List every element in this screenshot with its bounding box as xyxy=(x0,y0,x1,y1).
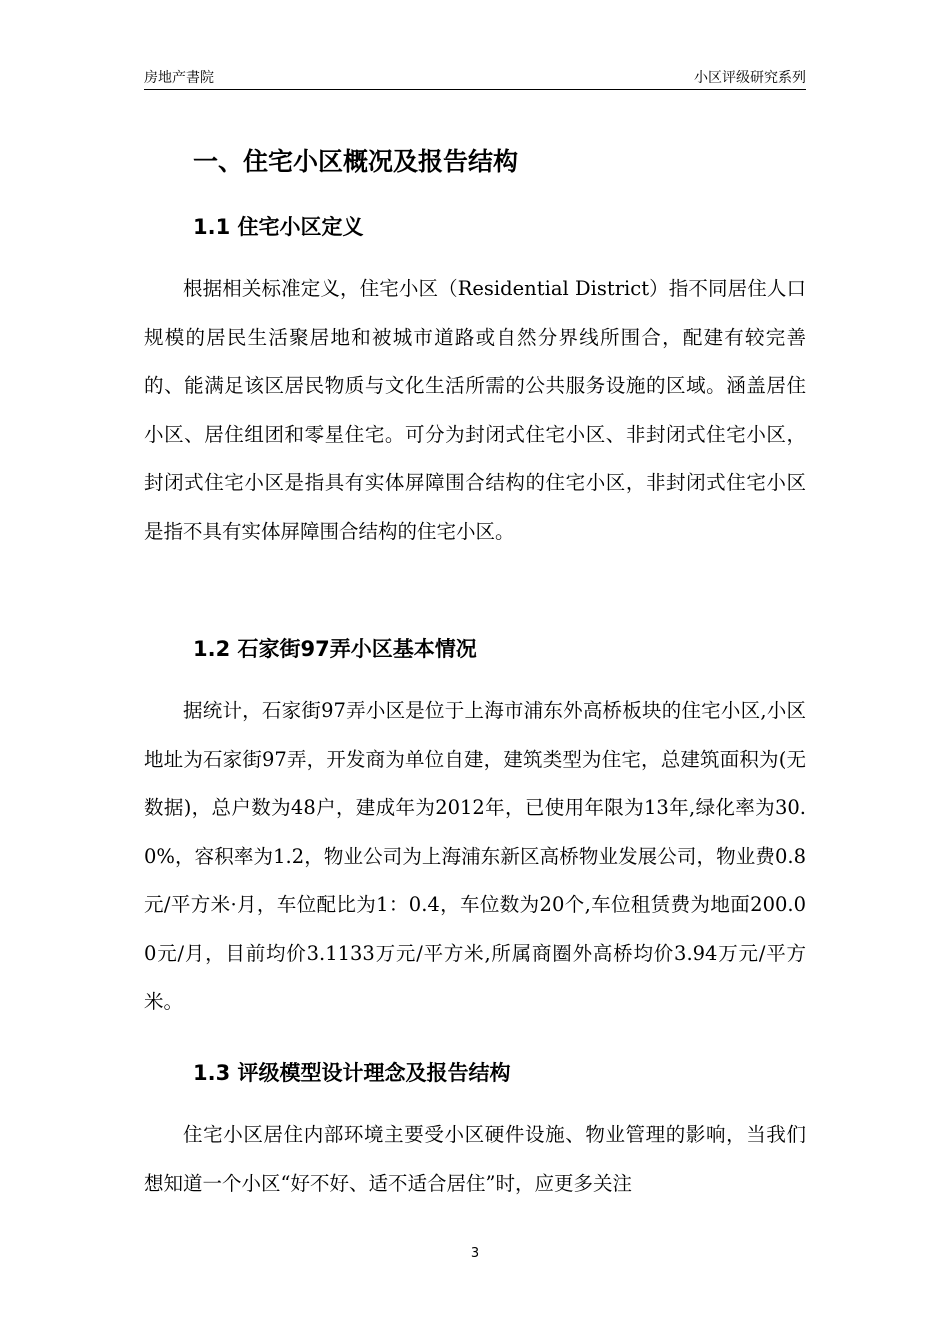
paragraph-definition: 根据相关标准定义，住宅小区（Residential District）指不同居住人口规模的居民生活聚居地和被城市道路或自然分界线所围合，配建有较完善的、能满足该区居民物质与文化生活所需的公共服务设施的区域。涵盖居住小区、居住组团和零星住宅。可分为封闭式住宅小区、非封闭式住宅小区，封闭式住宅小区是指具有实体屏障围合结构的住宅小区，非封闭式住宅小区是指不具有实体屏障围合结构的住宅小区。 xyxy=(144,277,806,543)
header-divider xyxy=(144,89,806,90)
paragraph-basic-info: 据统计，石家街97弄小区是位于上海市浦东外高桥板块的住宅小区,小区地址为石家街97弄，开发商为单位自建，建筑类型为住宅，总建筑面积为(无数据)，总户数为48户，建成年为2012年，已使用年限为13年,绿化率为30.0%，容积率为1.2，物业公司为上海浦东新区高桥物业发展公司，物业费0.8元/平方米·月，车位配比为1：0.4，车位数为20个,车位租赁费为地面200.00元/月，目前均价3.1133万元/平方米,所属商圈外高桥均价3.94万元/平方米。 xyxy=(144,699,806,1013)
subsection-heading-model-design: 1.3 评级模型设计理念及报告结构 xyxy=(193,1061,511,1085)
header-right-title: 小区评级研究系列 xyxy=(694,70,806,86)
subsection-heading-basic-info: 1.2 石家街97弄小区基本情况 xyxy=(193,637,477,661)
header-left-title: 房地产書院 xyxy=(144,70,214,86)
section-heading: 一、住宅小区概况及报告结构 xyxy=(193,147,519,176)
subsection-heading-definition: 1.1 住宅小区定义 xyxy=(193,215,364,239)
paragraph-model-design: 住宅小区居住内部环境主要受小区硬件设施、物业管理的影响，当我们想知道一个小区“好不好、适不适合居住”时，应更多关注 xyxy=(144,1123,806,1195)
page-number: 3 xyxy=(470,1246,480,1261)
